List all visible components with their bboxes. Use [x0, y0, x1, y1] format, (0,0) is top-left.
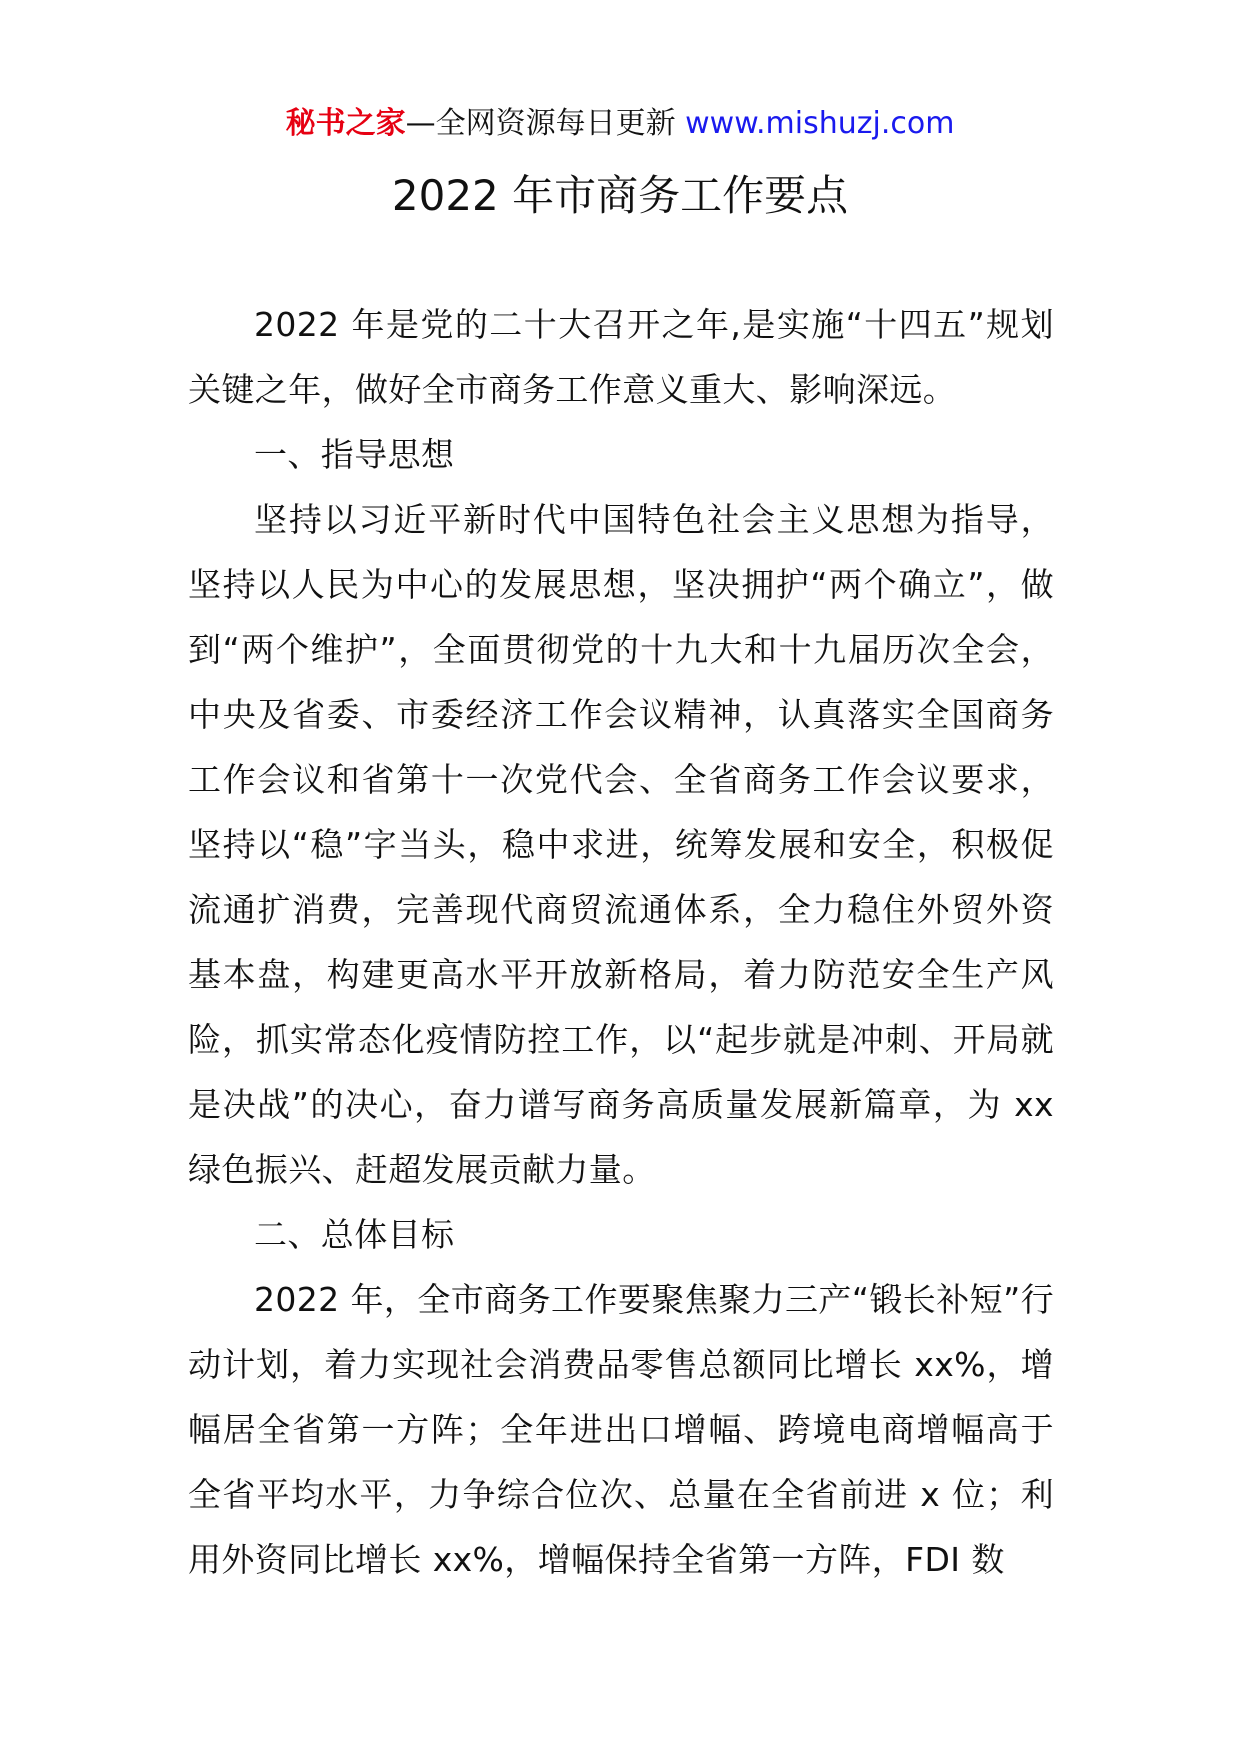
document-body	[188, 292, 1054, 1592]
site-brand: 秘书之家	[285, 106, 406, 141]
guiding-ideology-paragraph: 坚持以习近平新时代中国特色社会主义思想为指导，坚持以人民为中心的发展思想，坚决拥护“两个确立”，做到“两个维护”，全面贯彻党的十九大和十九届历次全会，中央及省委、市委经济工作会议精神，认真落实全国商务工作会议和省第十一次党代会、全省商务工作会议要求，坚持以“稳”字当头，稳中求进，统筹发展和安全，积极促流通扩消费，完善现代商贸流通体系，全力稳住外贸外资基本盘，构建更高水平开放新格局，着力防范安全生产风险，抓实常态化疫情防控工作，以“起步就是冲刺、开局就是决战”的决心，奋力谱写商务高质量发展新篇章，为 xx 绿色振兴、赶超发展贡献力量。	[188, 500, 1054, 1189]
intro-paragraph: 2022 年是党的二十大召开之年,是实施“十四五”规划关键之年，做好全市商务工作意义重大、影响深远。	[188, 305, 1054, 409]
document-title: 2022 年市商务工作要点	[391, 171, 849, 220]
section-heading-overall-goals: 二、总体目标	[254, 1215, 455, 1254]
site-header	[0, 104, 1240, 144]
site-url-link[interactable]: www.mishuzj.com	[685, 106, 955, 141]
overall-goals-paragraph: 2022 年，全市商务工作要聚焦聚力三产“锻长补短”行动计划，着力实现社会消费品零售总额同比增长 xx%，增幅居全省第一方阵；全年进出口增幅、跨境电商增幅高于全省平均水平，力争综合位次、总量在全省前进 x 位；利用外资同比增长 xx%，增幅保持全省第一方阵，FDI 数	[188, 1280, 1054, 1579]
section-heading-guiding-ideology: 一、指导思想	[254, 435, 455, 474]
site-tagline: —全网资源每日更新	[405, 106, 686, 141]
